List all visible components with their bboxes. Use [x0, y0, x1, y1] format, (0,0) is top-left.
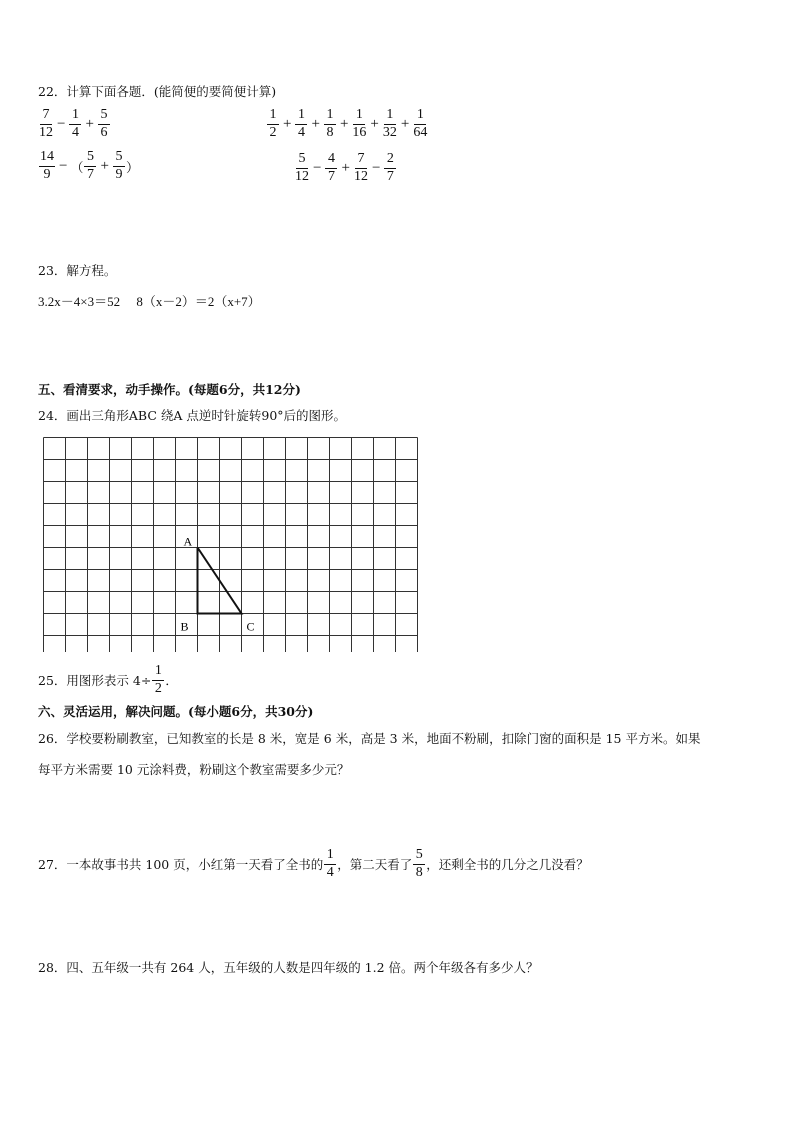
- fraction: [383, 108, 397, 140]
- parenthesis: （: [70, 160, 84, 176]
- q27-part-2: ，第二天看了: [337, 857, 413, 873]
- q24-title: 24．画出三角形ABC 绕A 点逆时针旋转90°后的图形。: [38, 408, 347, 423]
- operator: +: [400, 115, 410, 132]
- operator: −: [57, 115, 66, 132]
- fraction-denominator: 64: [413, 124, 428, 140]
- fraction: [325, 152, 337, 184]
- operator: −: [371, 159, 381, 176]
- fraction: [324, 108, 336, 140]
- fraction-denominator: 9: [43, 166, 51, 182]
- q26-line-1: 26．学校要粉刷教室，已知教室的长是 8 米，宽是 6 米，高是 3 米，地面不粉刷，扣除门窗的面积是 15 平方米。如果: [38, 731, 701, 746]
- fraction: [98, 108, 110, 140]
- q26-line-2: 每平方米需要 10 元涂料费，粉刷这个教室需要多少元？: [38, 762, 350, 777]
- operator: +: [341, 159, 350, 176]
- vertex-label-b: B: [180, 619, 189, 634]
- q27-fraction-2: [413, 848, 425, 880]
- fraction-numerator: 4: [325, 152, 337, 169]
- fraction-denominator: 9: [115, 166, 123, 182]
- fraction: [295, 108, 307, 140]
- operator: −: [313, 159, 322, 176]
- q28-text: 28．四、五年级一共有 264 人，五年级的人数是四年级的 1.2 倍。两个年级各有多少人？: [38, 960, 539, 975]
- fraction-numerator: 1: [69, 108, 81, 125]
- fraction-numerator: 1: [324, 108, 336, 125]
- operator: +: [85, 115, 94, 132]
- q25-fraction-denominator: 2: [154, 680, 162, 696]
- operator: +: [283, 115, 292, 132]
- q27-fraction-1-denominator: 4: [326, 864, 334, 880]
- q22-expression-2: [266, 108, 428, 140]
- fraction-denominator: 16: [352, 124, 367, 140]
- operator: +: [370, 115, 379, 132]
- fraction: [413, 108, 427, 140]
- q22-title: 22．计算下面各题．(能简便的要简便计算): [38, 84, 277, 99]
- fraction-denominator: 12: [39, 124, 53, 140]
- q23-title: 23．解方程。: [38, 263, 117, 278]
- fraction: [39, 108, 53, 140]
- fraction-numerator: 5: [296, 152, 308, 169]
- fraction: [295, 152, 309, 184]
- vertex-label-c: C: [246, 619, 255, 634]
- fraction-numerator: 7: [355, 152, 367, 169]
- fraction-denominator: 8: [326, 124, 334, 140]
- fraction: [352, 108, 366, 140]
- rotation-grid: [42, 436, 420, 652]
- operator: +: [311, 115, 320, 132]
- vertex-label-a: A: [183, 534, 193, 549]
- fraction-denominator: 2: [269, 124, 277, 140]
- fraction-denominator: 6: [100, 124, 108, 140]
- fraction-numerator: 1: [384, 108, 396, 125]
- fraction-numerator: 1: [414, 108, 426, 125]
- fraction: [113, 150, 125, 182]
- q27-line: [38, 848, 589, 880]
- fraction: [84, 150, 96, 182]
- fraction-denominator: 4: [297, 124, 305, 140]
- fraction-numerator: 7: [40, 108, 52, 125]
- q25-fraction-numerator: 1: [152, 664, 164, 681]
- q25-fraction: [152, 664, 164, 696]
- fraction: [267, 108, 279, 140]
- q22-expression-4: [294, 152, 397, 184]
- q27-fraction-1-numerator: 1: [324, 848, 336, 865]
- grid-lines: [44, 438, 418, 653]
- q27-part-3: ，还剩全书的几分之几没看？: [426, 857, 589, 873]
- fraction-denominator: 12: [295, 168, 309, 184]
- fraction-denominator: 32: [382, 124, 397, 140]
- fraction-numerator: 14: [39, 150, 55, 167]
- fraction-denominator: 12: [353, 168, 368, 184]
- operator: +: [339, 115, 349, 132]
- fraction-numerator: 5: [98, 108, 110, 125]
- fraction-numerator: 1: [295, 108, 307, 125]
- operator: −: [59, 157, 68, 174]
- q27-fraction-2-denominator: 8: [415, 864, 423, 880]
- parenthesis: ）: [125, 160, 139, 176]
- fraction-numerator: 5: [84, 150, 96, 167]
- q22-expression-1: [38, 108, 111, 140]
- fraction-denominator: 7: [327, 168, 335, 184]
- q23-equations: 3.2x－4×3＝52 8（x－2）＝2（x+7）: [38, 294, 261, 309]
- fraction-denominator: 7: [386, 168, 394, 184]
- q22-expression-3: [38, 150, 139, 182]
- fraction-denominator: 4: [71, 124, 79, 140]
- fraction-denominator: 7: [86, 166, 94, 182]
- fraction-numerator: 5: [113, 150, 125, 167]
- fraction-numerator: 1: [353, 108, 365, 125]
- fraction-numerator: 1: [267, 108, 279, 125]
- fraction-numerator: 2: [384, 152, 396, 169]
- fraction: [354, 152, 368, 184]
- section-6-heading: 六、灵活运用，解决问题。(每小题6分，共30分): [38, 704, 314, 719]
- q27-part-1: 27．一本故事书共 100 页，小红第一天看了全书的: [38, 857, 324, 873]
- q27-fraction-1: [324, 848, 336, 880]
- q25-prefix: 25．用图形表示 4÷: [38, 673, 152, 689]
- q27-fraction-2-numerator: 5: [413, 848, 425, 865]
- q25-suffix: ．: [165, 673, 178, 689]
- fraction: [39, 150, 55, 182]
- q25-line: [38, 664, 178, 696]
- section-5-heading: 五、看清要求，动手操作。(每题6分，共12分): [38, 382, 301, 397]
- fraction: [384, 152, 396, 184]
- fraction: [69, 108, 81, 140]
- operator: +: [100, 157, 109, 174]
